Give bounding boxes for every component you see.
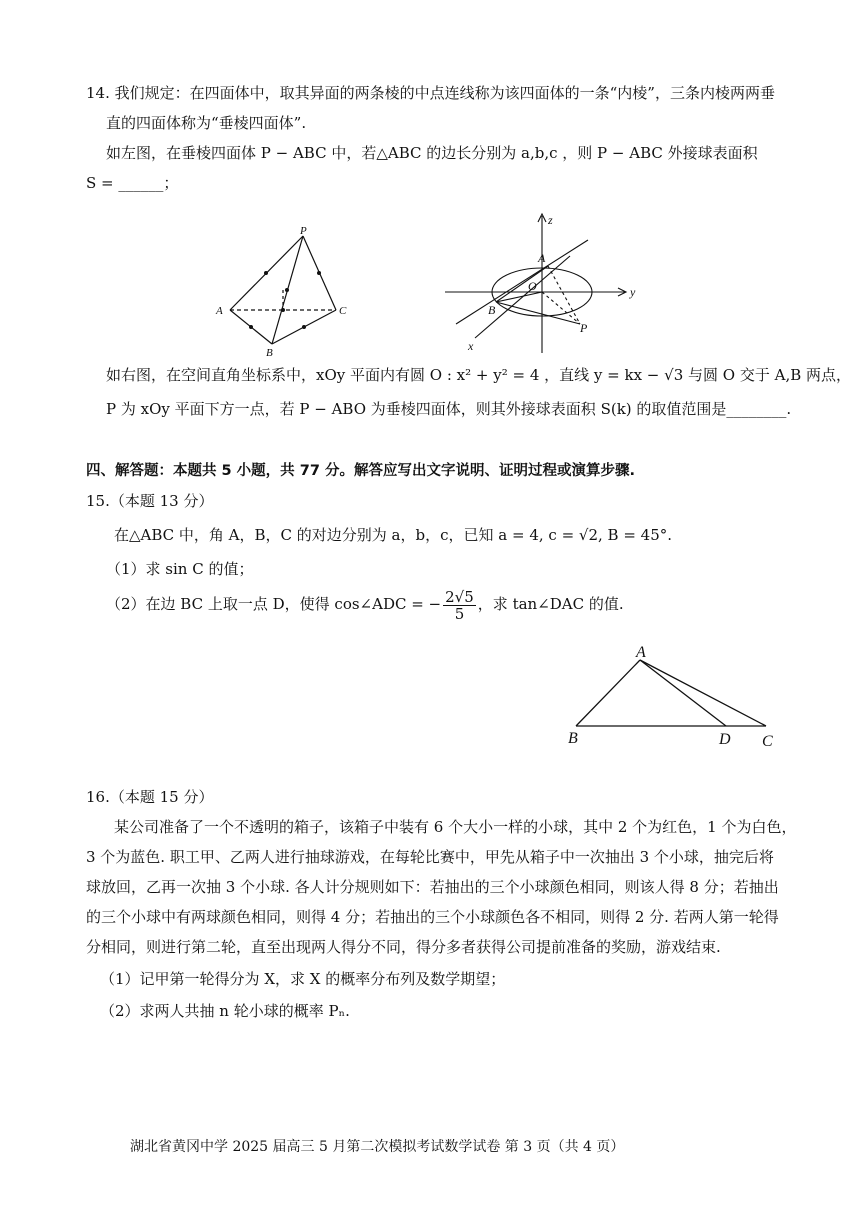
q14-line4: S = ______； bbox=[86, 174, 179, 192]
q14-line6: P 为 xOy 平面下方一点，若 P − ABO 为垂棱四面体，则其外接球表面积 S(k) 的取值范围是________. bbox=[106, 400, 792, 418]
midpoint-ac bbox=[281, 308, 285, 312]
q16-line1: 某公司准备了一个不透明的箱子，该箱子中装有 6 个大小一样的小球，其中 2 个为红色，1 个为白色， bbox=[114, 818, 797, 836]
q15-part1: （1）求 sin C 的值； bbox=[106, 560, 254, 578]
q14-line5: 如右图，在空间直角坐标系中，xOy 平面内有圆 O : x² + y² = 4 ，直线 y = kx − √3 与圆 O 交于 A,B 两点， bbox=[106, 366, 852, 384]
side-AB bbox=[576, 660, 640, 726]
q15-part2-text-b: ，求 tan∠DAC 的值. bbox=[477, 595, 624, 613]
q16-line4: 的三个小球中有两球颜色相同，则得 4 分；若抽出的三个小球颜色各不相同，则得 2 分. 若两人第一轮得 bbox=[86, 908, 779, 926]
q15-part2-text-a: （2）在边 BC 上取一点 D，使得 cos∠ADC = − bbox=[106, 595, 442, 613]
label-O: O bbox=[528, 279, 537, 293]
label-P: P bbox=[580, 321, 588, 335]
label-B: B bbox=[568, 730, 578, 747]
q16-part1: （1）记甲第一轮得分为 X，求 X 的概率分布列及数学期望； bbox=[100, 970, 506, 988]
fraction-numerator: 2√5 bbox=[445, 587, 474, 606]
label-D: D bbox=[719, 731, 731, 748]
label-B: B bbox=[266, 347, 273, 359]
midpoint-pc bbox=[317, 271, 321, 275]
midpoint-bc bbox=[302, 325, 306, 329]
q15-triangle-figure bbox=[560, 640, 785, 755]
q15-head: 15.（本题 13 分） bbox=[86, 492, 214, 510]
midpoint-pb bbox=[285, 288, 289, 292]
label-A: A bbox=[538, 251, 546, 265]
section-4-heading: 四、解答题：本题共 5 小题，共 77 分。解答应写出文字说明、证明过程或演算步骤. bbox=[86, 463, 635, 479]
midpoint-pa bbox=[264, 271, 268, 275]
label-y: y bbox=[630, 285, 636, 299]
q16-line5: 分相同，则进行第二轮，直至出现两人得分不同，得分多者获得公司提前准备的奖励，游戏结束. bbox=[86, 938, 721, 956]
midpoint-ab bbox=[249, 325, 253, 329]
label-P: P bbox=[300, 225, 307, 237]
q15-fraction bbox=[443, 589, 476, 622]
label-z: z bbox=[548, 213, 553, 227]
q16-head: 16.（本题 15 分） bbox=[86, 788, 214, 806]
label-C: C bbox=[762, 733, 773, 750]
q15-stem: 在△ABC 中，角 A，B，C 的对边分别为 a，b，c，已知 a = 4, c = √2, B = 45°. bbox=[114, 526, 673, 544]
side-AC bbox=[640, 660, 766, 726]
page-footer: 湖北省黄冈中学 2025 届高三 5 月第二次模拟考试数学试卷 第 3 页（共 4 页） bbox=[130, 1139, 625, 1155]
label-A: A bbox=[636, 644, 646, 661]
q14-right-coordinate-figure bbox=[440, 208, 650, 358]
label-x: x bbox=[468, 339, 474, 353]
q14-line2: 直的四面体称为“垂棱四面体”. bbox=[106, 114, 307, 132]
label-C: C bbox=[339, 305, 347, 317]
q14-left-tetrahedron-figure bbox=[210, 222, 360, 362]
line-AB bbox=[456, 240, 588, 324]
q16-part2: （2）求两人共抽 n 轮小球的概率 Pₙ. bbox=[100, 1002, 350, 1020]
segment-AD bbox=[640, 660, 726, 726]
q14-line3: 如左图，在垂棱四面体 P − ABC 中，若△ABC 的边长分别为 a,b,c ，则 P − ABC 外接球表面积 bbox=[106, 144, 758, 162]
q16-line3: 球放回，乙再一次抽 3 个小球. 各人计分规则如下：若抽出的三个小球颜色相同，则该人得 8 分；若抽出 bbox=[86, 878, 779, 896]
q15-part2 bbox=[106, 582, 624, 626]
x-axis bbox=[475, 256, 570, 338]
label-A: A bbox=[216, 305, 223, 317]
label-B: B bbox=[488, 303, 496, 317]
fraction-denominator: 5 bbox=[454, 604, 465, 623]
q14-line1: 14. 我们规定：在四面体中，取其异面的两条棱的中点连线称为该四面体的一条“内棱”，三条内棱两两垂 bbox=[86, 84, 775, 102]
q16-line2: 3 个为蓝色. 职工甲、乙两人进行抽球游戏，在每轮比赛中，甲先从箱子中一次抽出 3 个小球，抽完后将 bbox=[86, 848, 774, 866]
